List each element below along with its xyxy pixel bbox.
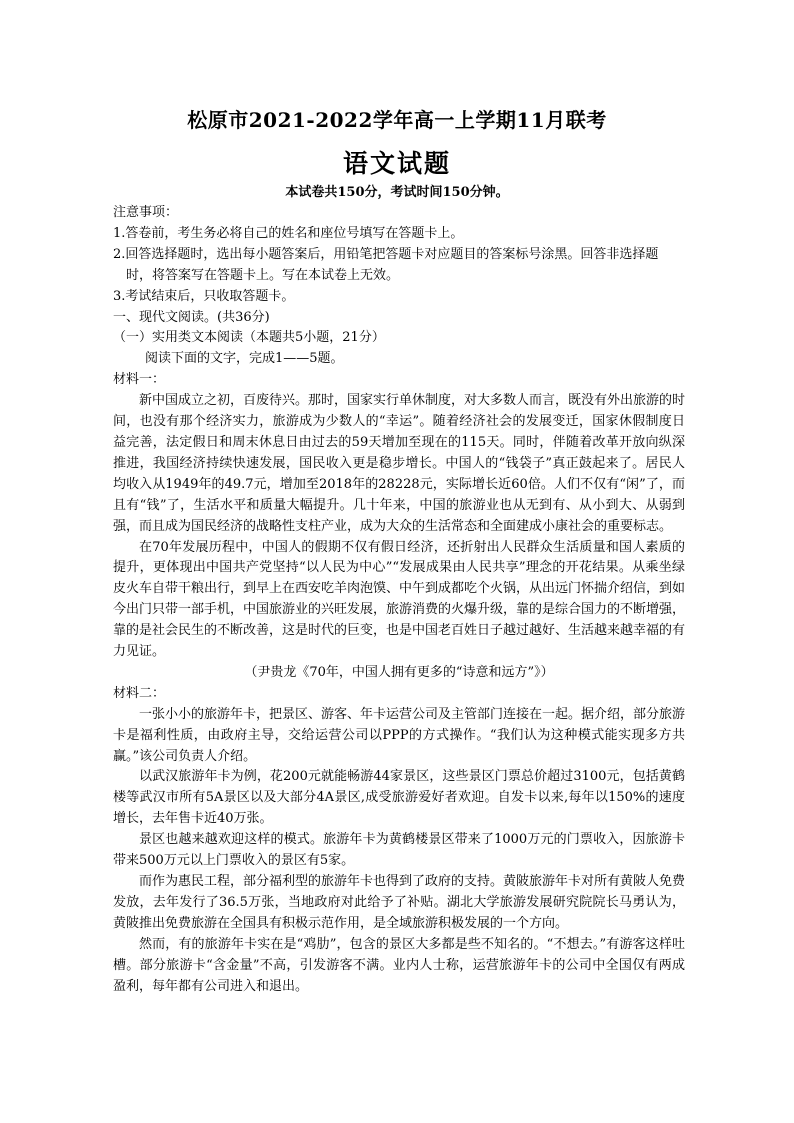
material-2-paragraph: 而作为惠民工程，部分福利型的旅游年卡也得到了政府的支持。黄陂旅游年卡对所有黄陂人免费发放，去年发行了36.5万张，当地政府对此给予了补贴。湖北大学旅游发展研究院院长马勇认为，黄陂推出免费旅游在全国具有积极示范作用，是全域旅游积极发展的一个方向。 [113, 874, 686, 931]
material-1-source: （尹贵龙《70年，中国人拥有更多的“诗意和远方”》） [244, 664, 554, 680]
material-2-paragraph: 以武汉旅游年卡为例，花200元就能畅游44家景区，这些景区门票总价超过3100元，包括黄鹤楼等武汉市所有5A景区以及大部分4A景区,成受旅游爱好者欢迎。自发卡以来,每年以150%的速度增长，去年售卡近40万张。 [113, 769, 685, 827]
section-heading: 一、现代文阅读。(共36分) [113, 309, 270, 325]
material-2-paragraph: 然而，有的旅游年卡实在是“鸡肋”，包含的景区大多都是些不知名的。“不想去。”有游客这样吐槽。部分旅游卡“含金量”不高，引发游客不满。业内人士称，运营旅游年卡的公司中全国仅有两成盈利，每年都有公司进入和退出。 [113, 936, 685, 994]
material-1-label: 材料一： [113, 372, 166, 388]
note-item-3: 3.考试结束后，只收取答题卡。 [113, 288, 295, 304]
material-1-paragraph: 在70年发展历程中，中国人的假期不仅有假日经济，还折射出人民群众生活质量和国人素质的提升，更体现出中国共产党坚持“以人民为中心”“发展成果由人民共享”理念的开花结果。从乘坐绿皮火车自带干粮出行，到早上在西安吃羊肉泡馍、中午到成都吃个火锅，从出远门怀揣介绍信，到如今出门只带一部手机，中国旅游业的兴旺发展，旅游消费的火爆升级，靠的是综合国力的不断增强，靠的是社会民生的不断改善，这是时代的巨变，也是中国老百姓日子越过越好、生活越来越幸福的有力见证。 [113, 539, 686, 660]
notes-heading: 注意事项： [113, 205, 179, 220]
note-item-2: 2.回答选择题时，选出每小题答案后，用铅笔把答题卡对应题目的答案标号涂黑。回答非选择题 [113, 246, 659, 262]
note-item-2-continued: 时，将答案写在答题卡上。写在本试卷上无效。 [126, 267, 400, 283]
reading-instruction: 阅读下面的文字，完成1——5题。 [145, 351, 344, 367]
section-sub-heading: （一）实用类文本阅读（本题共5小题，21分） [113, 330, 385, 346]
material-2-label: 材料二： [113, 685, 166, 701]
material-2-paragraph: 景区也越来越欢迎这样的模式。旅游年卡为黄鹤楼景区带来了1000万元的门票收入，因旅游卡带来500万元以上门票收入的景区有5家。 [113, 832, 685, 869]
material-1-paragraph: 新中国成立之初，百废待兴。那时，国家实行单休制度，对大多数人而言，既没有外出旅游的时间，也没有那个经济实力，旅游成为少数人的“幸运”。随着经济社会的发展变迁，国家休假制度日益完善，法定假日和周末休息日由过去的59天增加至现在的115天。同时，伴随着改革开放向纵深推进，我国经济持续快速发展，国民收入更是稳步增长。中国人的“钱袋子”真正鼓起来了。居民人均收入从1949年的49.7元，增加至2018年的28228元，实际增长近60倍。人们不仅有“闲”了，而且有“钱”了，生活水平和质量大幅提升。几十年来，中国的旅游业也从无到有、从小到大、从弱到强，而且成为国民经济的战略性支柱产业，成为大众的生活常态和全面建成小康社会的重要标志。 [113, 393, 686, 534]
exam-subject-title: 语文试题 [342, 149, 451, 178]
note-item-1: 1.答卷前，考生务必将自己的姓名和座位号填写在答题卡上。 [113, 225, 464, 241]
exam-body [113, 203, 685, 997]
material-2-paragraph: 一张小小的旅游年卡，把景区、游客、年卡运营公司及主管部门连接在一起。据介绍，部分旅游卡是福利性质，由政府主导，交给运营公司以PPP的方式操作。“我们认为这种模式能实现多方共赢。”该公司负责人介绍。 [113, 706, 686, 764]
exam-title: 松原市2021-2022学年高一上学期11月联考 [187, 108, 607, 132]
exam-info: 本试卷共150分，考试时间150分钟。 [285, 185, 509, 200]
